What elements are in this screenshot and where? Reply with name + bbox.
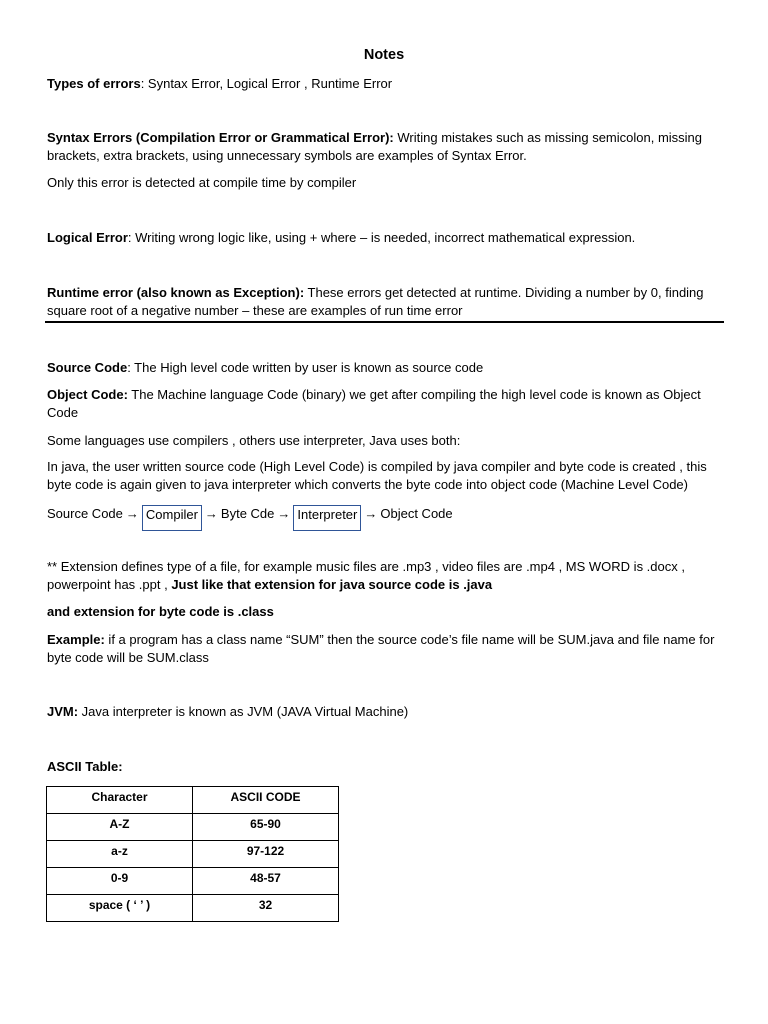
jvm-paragraph bbox=[47, 703, 722, 721]
object-code-text: The Machine language Code (binary) we get after compiling the high level code is known as Object Code bbox=[47, 387, 701, 420]
table-row bbox=[47, 814, 339, 841]
java-extension-text: Just like that extension for java source code is .java bbox=[171, 577, 493, 592]
example-paragraph bbox=[47, 631, 722, 667]
compile-time-note: Only this error is detected at compile time by compiler bbox=[47, 175, 357, 190]
error-types-line bbox=[47, 75, 722, 93]
table-cell: 32 bbox=[193, 895, 339, 922]
error-types-sep: : bbox=[140, 76, 148, 91]
table-header-cell: Character bbox=[47, 787, 193, 814]
flow-object-code: Object Code bbox=[380, 506, 453, 521]
flow-byte-code: Byte Cde bbox=[220, 506, 275, 521]
error-types-text: Syntax Error, Logical Error , Runtime Error bbox=[147, 76, 393, 91]
flow-interpreter-box: Interpreter bbox=[293, 505, 361, 531]
flow-compiler-box: Compiler bbox=[142, 505, 202, 531]
table-cell: a-z bbox=[47, 841, 193, 868]
arrow-icon: → bbox=[125, 506, 139, 521]
source-code-paragraph bbox=[47, 359, 722, 377]
error-types-label: Types of errors bbox=[47, 76, 141, 91]
example-text: if a program has a class name “SUM” then the source code’s file name will be SUM.java and file name for byte code will be SUM.class bbox=[47, 632, 715, 665]
table-cell: 97-122 bbox=[193, 841, 339, 868]
syntax-error-paragraph bbox=[47, 129, 722, 165]
table-cell: space ( ‘ ’ ) bbox=[47, 895, 193, 922]
compilation-flow bbox=[47, 505, 453, 523]
logical-error-label: Logical Error bbox=[47, 230, 128, 245]
logical-error-text: : Writing wrong logic like, using + where – is needed, incorrect mathematical expression. bbox=[127, 230, 636, 245]
jvm-text: Java interpreter is known as JVM (JAVA Virtual Machine) bbox=[78, 704, 409, 719]
syntax-error-text: Writing mistakes such as missing semicolon, missing brackets, extra brackets, using unnecessary symbols are examples of Syntax Error. bbox=[47, 130, 703, 163]
arrow-icon: → bbox=[364, 506, 378, 521]
arrow-icon: → bbox=[204, 506, 218, 521]
table-header-cell: ASCII CODE bbox=[193, 787, 339, 814]
ascii-heading-text: ASCII Table: bbox=[47, 759, 123, 774]
extension-paragraph bbox=[47, 558, 722, 594]
table-cell: 48-57 bbox=[193, 868, 339, 895]
section-divider bbox=[45, 321, 724, 323]
flow-source-code: Source Code bbox=[47, 506, 123, 521]
class-extension-line bbox=[47, 603, 722, 621]
syntax-error-label: Syntax Errors (Compilation Error or Grammatical Error): bbox=[47, 130, 394, 145]
table-cell: 0-9 bbox=[47, 868, 193, 895]
source-code-label: Source Code bbox=[47, 360, 128, 375]
runtime-error-label: Runtime error (also known as Exception): bbox=[47, 285, 305, 300]
runtime-error-paragraph bbox=[47, 284, 722, 320]
logical-error-paragraph bbox=[47, 229, 722, 247]
table-row bbox=[47, 841, 339, 868]
example-label: Example: bbox=[47, 632, 105, 647]
runtime-error-text: These errors get detected at runtime. Dividing a number by 0, finding square root of a negative number – these are examples of run time error bbox=[47, 285, 704, 318]
java-process-paragraph: In java, the user written source code (High Level Code) is compiled by java compiler and byte code is created , this byte code is again given to java interpreter which converts the byte code into object code (Machine Level Code) bbox=[47, 459, 707, 492]
table-row bbox=[47, 868, 339, 895]
page-title: Notes bbox=[363, 47, 405, 63]
languages-paragraph: Some languages use compilers , others use interpreter, Java uses both: bbox=[47, 433, 461, 448]
table-row bbox=[47, 895, 339, 922]
table-cell: 65-90 bbox=[193, 814, 339, 841]
source-code-text: : The High level code written by user is known as source code bbox=[127, 360, 484, 375]
ascii-heading bbox=[47, 758, 722, 776]
jvm-label: JVM: bbox=[47, 704, 79, 719]
extension-text: ** Extension defines type of a file, for example music files are .mp3 , video files are .mp4 , MS WORD is .docx , powerpoint has .ppt , bbox=[47, 559, 685, 592]
arrow-icon: → bbox=[277, 506, 291, 521]
table-cell: A-Z bbox=[47, 814, 193, 841]
class-extension-text: and extension for byte code is .class bbox=[47, 604, 274, 619]
object-code-paragraph bbox=[47, 386, 722, 422]
ascii-table bbox=[46, 786, 339, 922]
table-header-row bbox=[47, 787, 339, 814]
object-code-label: Object Code: bbox=[47, 387, 128, 402]
